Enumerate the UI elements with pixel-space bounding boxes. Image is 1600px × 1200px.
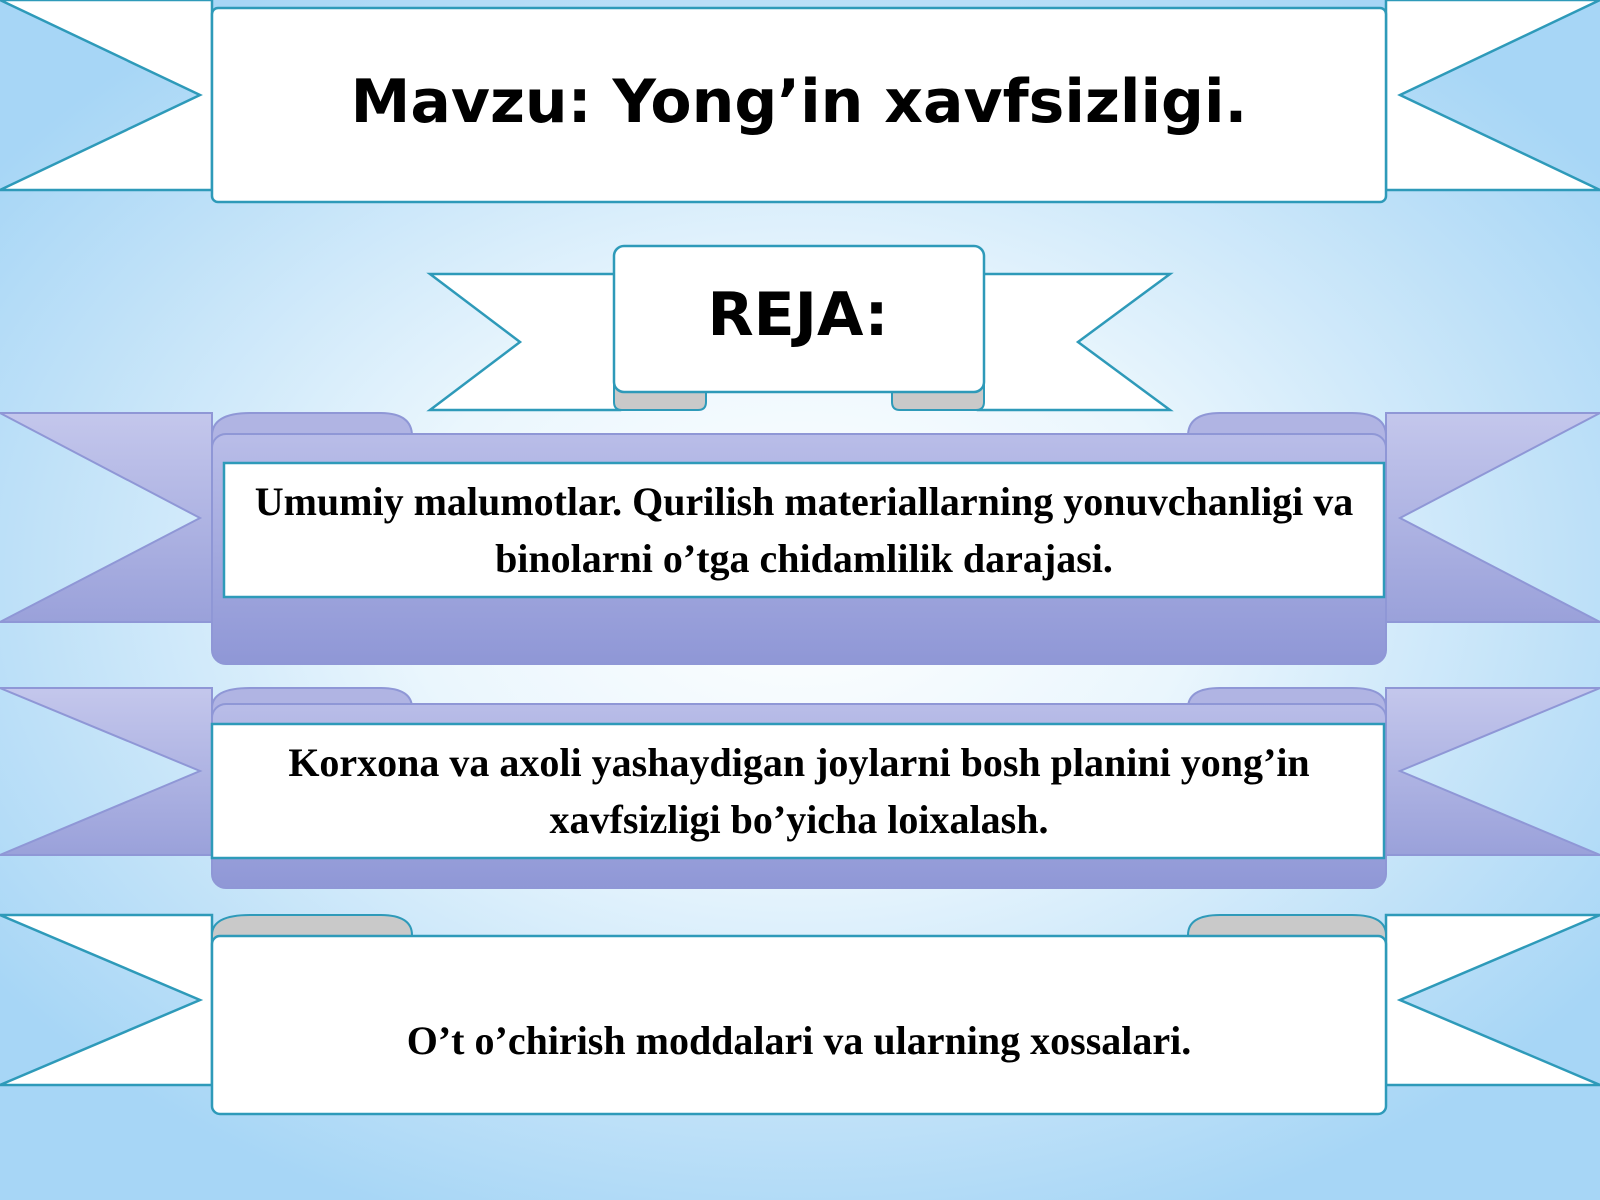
slide-title: Mavzu: Yong’in xavfsizligi. <box>350 67 1248 137</box>
plan-item-3-left-tail <box>0 915 212 1085</box>
plan-item-2-text: Korxona va axoli yashaydigan joylarni bosh planini yong’in xavfsizligi bo’yicha loixalash. <box>288 740 1310 842</box>
plan-item-1-right-tail <box>1386 413 1600 622</box>
plan-item-1-text: Umumiy malumotlar. Qurilish materiallarning yonuvchanligi va binolarni o’tga chidamlilik darajasi. <box>254 479 1354 581</box>
reja-ribbon-right-tail <box>978 274 1170 410</box>
plan-item-2-left-tail <box>0 688 212 855</box>
plan-item-1-left-tail <box>0 413 212 622</box>
plan-item-3-right-tail <box>1386 915 1600 1085</box>
plan-item-2-right-tail <box>1386 688 1600 855</box>
reja-ribbon-left-tail <box>430 274 620 410</box>
slide-subtitle: REJA: <box>707 280 889 350</box>
title-ribbon-left-tail <box>0 0 212 190</box>
title-ribbon-right-tail <box>1386 0 1600 190</box>
plan-item-3-text: O’t o’chirish moddalari va ularning xossalari. <box>406 1017 1192 1063</box>
